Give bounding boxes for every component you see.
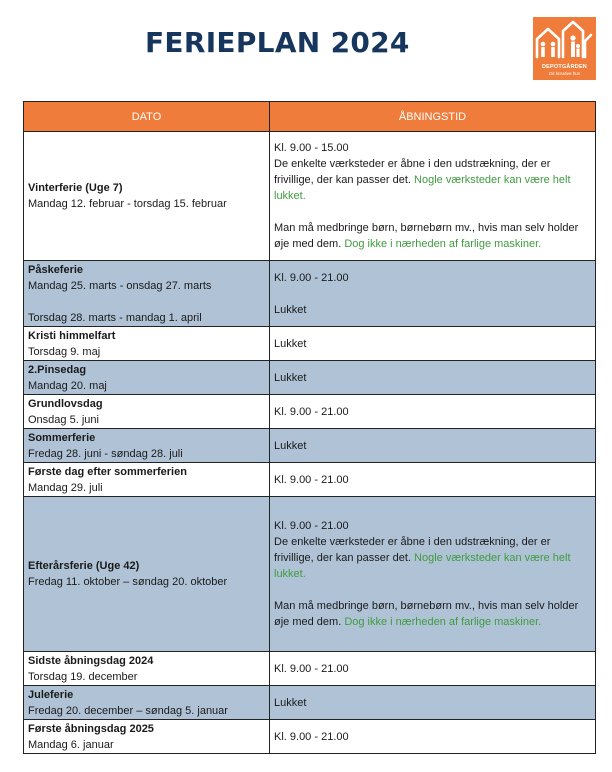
row-dates: Mandag 6. januar — [28, 738, 114, 751]
row-note: Man må medbringe børn, børnebørn mv., hvis man selv holder øje med dem. — [274, 222, 579, 250]
row-date-cell — [24, 720, 270, 754]
row-name: Kristi himmelfart — [28, 329, 116, 342]
row-time: Kl. 9.00 - 15.00 — [274, 142, 349, 154]
header-abningstid: ÅBNINGSTID — [270, 102, 596, 132]
row-dates: Mandag 25. marts - onsdag 27. marts — [28, 279, 212, 292]
row-name: Sommerferie — [28, 431, 96, 444]
page-title: FERIEPLAN 2024 — [145, 26, 410, 59]
row-time: Lukket — [270, 361, 596, 395]
row-date-cell — [24, 429, 270, 463]
row-time: Kl. 9.00 - 21.00 — [274, 520, 349, 532]
table-row — [24, 327, 596, 361]
table-row — [24, 720, 596, 754]
row-dates: Torsdag 19. december — [28, 670, 138, 683]
row-note-highlight: Nogle værksteder kan være helt lukket. — [274, 174, 571, 202]
table-row — [24, 261, 596, 327]
row-dates: Onsdag 5. juni — [28, 413, 99, 426]
houses-icon — [533, 17, 596, 63]
row-name: Påskeferie — [28, 263, 84, 276]
row-time-cell — [270, 261, 596, 327]
row-date-cell — [24, 686, 270, 720]
row-name: Første åbningsdag 2025 — [28, 722, 154, 735]
row-note-highlight: Dog ikke i nærheden af farlige maskiner. — [344, 616, 542, 628]
row-dates: Mandag 20. maj — [28, 379, 107, 392]
row-note: De enkelte værksteder er åbne i den udstrækning, der er frivillige, der kan passer det. — [274, 536, 551, 564]
row-name: Juleferie — [28, 688, 74, 701]
table-row — [24, 395, 596, 429]
row-date-cell — [24, 652, 270, 686]
table-row — [24, 463, 596, 497]
logo-tagline: Dit kreative hus — [548, 71, 580, 76]
header-dato: DATO — [24, 102, 270, 132]
row-time: Kl. 9.00 - 21.00 — [270, 463, 596, 497]
row-name: Første dag efter sommerferien — [28, 465, 187, 478]
row-dates: Fredag 20. december – søndag 5. januar — [28, 704, 228, 717]
row-note: Man må medbringe børn, børnebørn mv., hvis man selv holder øje med dem. — [274, 600, 579, 628]
row-time-cell — [270, 497, 596, 652]
holiday-table — [23, 101, 596, 754]
row-time-cell — [270, 132, 596, 261]
row-time: Lukket — [270, 327, 596, 361]
row-time: Kl. 9.00 - 21.00 — [270, 395, 596, 429]
row-dates: Mandag 12. februar - torsdag 15. februar — [28, 198, 227, 210]
row-name: Vinterferie (Uge 7) — [28, 182, 123, 194]
row-note: De enkelte værksteder er åbne i den udstrækning, der er frivillige, der kan passer det. — [274, 158, 551, 186]
logo-name: DEPOTGÅRDEN — [542, 64, 587, 70]
table-row — [24, 429, 596, 463]
table-row — [24, 361, 596, 395]
row-time: Lukket — [270, 429, 596, 463]
row-name: 2.Pinsedag — [28, 363, 87, 376]
row-date-cell — [24, 132, 270, 261]
row-date-cell — [24, 327, 270, 361]
row-time: Lukket — [274, 303, 307, 316]
row-dates: Mandag 29. juli — [28, 481, 103, 494]
table-header-row — [24, 102, 596, 132]
row-name: Grundlovsdag — [28, 397, 103, 410]
row-name: Sidste åbningsdag 2024 — [28, 654, 154, 667]
row-time: Kl. 9.00 - 21.00 — [270, 652, 596, 686]
row-dates: Torsdag 28. marts - mandag 1. april — [28, 311, 202, 324]
row-dates: Fredag 11. oktober – søndag 20. oktober — [28, 576, 228, 588]
row-dates: Fredag 28. juni - søndag 28. juli — [28, 447, 183, 460]
row-date-cell — [24, 261, 270, 327]
row-date-cell — [24, 361, 270, 395]
row-note-highlight: Dog ikke i nærheden af farlige maskiner. — [344, 238, 542, 250]
row-time: Lukket — [270, 686, 596, 720]
row-date-cell — [24, 497, 270, 652]
row-name: Efterårsferie (Uge 42) — [28, 560, 140, 572]
table-row — [24, 652, 596, 686]
table-row — [24, 132, 596, 261]
depotgarden-logo — [533, 17, 596, 80]
row-note-highlight: Nogle værksteder kan være helt lukket. — [274, 552, 571, 580]
row-time: Kl. 9.00 - 21.00 — [274, 271, 349, 284]
row-date-cell — [24, 463, 270, 497]
row-date-cell — [24, 395, 270, 429]
table-row — [24, 686, 596, 720]
table-row — [24, 497, 596, 652]
row-time: Kl. 9.00 - 21.00 — [270, 720, 596, 754]
row-dates: Torsdag 9. maj — [28, 345, 101, 358]
